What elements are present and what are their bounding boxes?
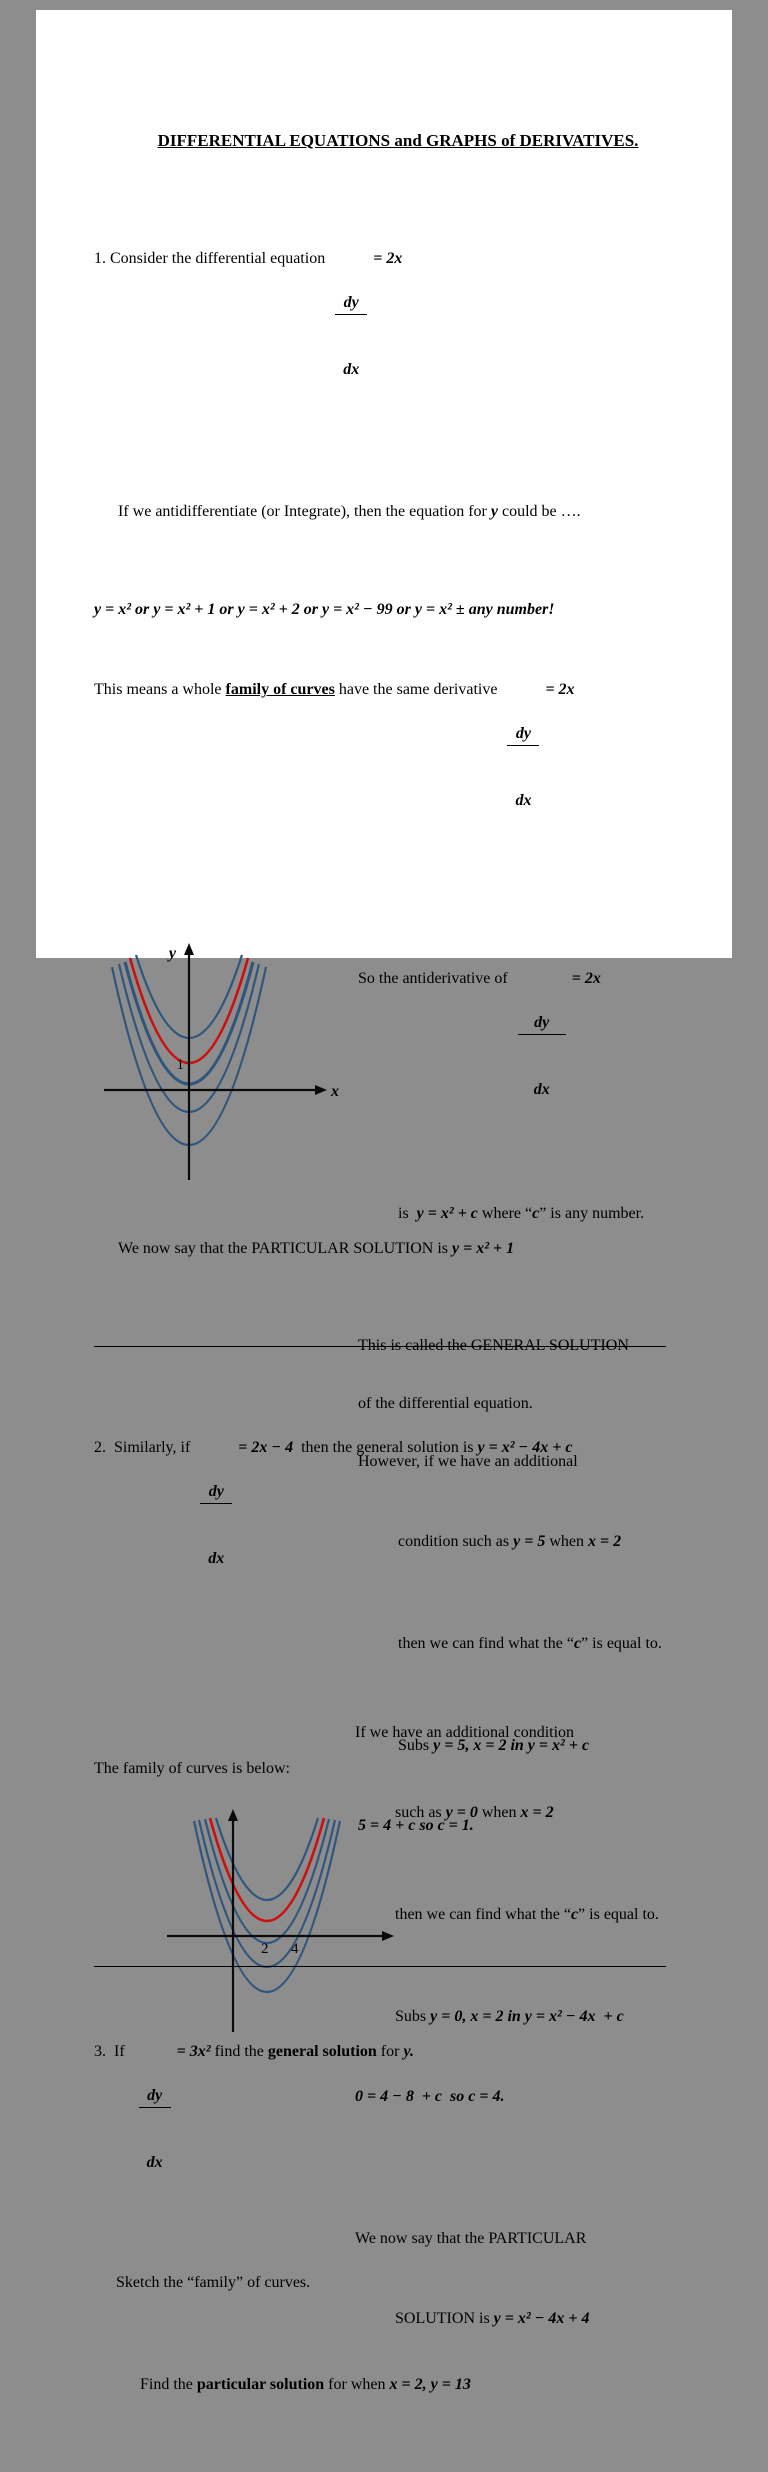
text-run: could be …. — [497, 503, 581, 520]
paragraph-4 — [94, 679, 702, 856]
emphasis-family-of-curves: family of curves — [225, 681, 335, 698]
math-run: = 2x − 4 — [238, 1439, 294, 1456]
fraction-dy-dx — [335, 248, 367, 425]
y-axis-label: y — [168, 945, 176, 962]
emphasis-particular-solution: particular solution — [196, 2376, 325, 2393]
math-run: c — [570, 1906, 579, 1923]
fraction-denominator: dx — [515, 792, 532, 809]
text-run: SOLUTION is — [395, 2310, 494, 2327]
paragraph-2 — [94, 479, 702, 545]
text-run: where “ — [477, 1205, 533, 1222]
text-run: If we antidifferentiate (or Integrate), then the equation for — [118, 503, 491, 520]
fraction-numerator: dy — [518, 1012, 566, 1035]
spacer — [358, 1283, 702, 1299]
result-line: 0 = 4 − 8 + c so c = 4. — [355, 2088, 505, 2105]
tick-label-4: 4 — [291, 1941, 299, 1957]
text-line: of the differential equation. — [358, 1395, 533, 1412]
text-run: 1. Consider the differential equation — [94, 250, 330, 267]
text-run: find the — [210, 2043, 268, 2060]
text-run: 2. Similarly, if — [94, 1439, 195, 1456]
math-run: x = 2 — [520, 1804, 554, 1821]
graph-family-of-curves-1 — [94, 940, 344, 1186]
text-run: This means a whole — [94, 681, 226, 698]
fraction-denominator: dx — [343, 361, 360, 378]
x-axis-arrow — [315, 1085, 327, 1095]
fraction-dy-dx — [518, 968, 566, 1145]
fraction-numerator: dy — [335, 292, 367, 315]
text-run: then we can find what the “ — [398, 1635, 574, 1652]
math-run: y — [490, 503, 498, 520]
math-run: x = 2 — [587, 1533, 622, 1550]
math-run: = 2x — [545, 681, 575, 698]
text-run: have the same derivative — [334, 681, 502, 698]
text-run: ” is equal to. — [581, 1635, 662, 1652]
text-run: when — [545, 1533, 588, 1550]
text-run: Subs — [395, 2008, 431, 2025]
page-content — [36, 10, 732, 2472]
x-axis-label: x — [331, 1083, 339, 1100]
figure-2-text-column — [355, 1686, 699, 2388]
text-run: then we can find what the “ — [395, 1906, 571, 1923]
math-run: = 2x — [373, 250, 403, 267]
y-axis-arrow — [184, 943, 194, 955]
text-run: Find the — [140, 2376, 197, 2393]
text-run — [94, 679, 501, 701]
math-run: y = 0, x = 2 in y = x² − 4x + c — [430, 2008, 624, 2025]
text-run: Subs — [398, 1737, 434, 1754]
text-run: then the general solution is — [293, 1439, 478, 1456]
text-line — [358, 1611, 702, 1677]
text-run: ” is any number. — [539, 1205, 645, 1222]
fraction-denominator: dx — [208, 1550, 225, 1567]
document-page — [36, 10, 732, 2393]
math-run: y = x² + c — [416, 1205, 478, 1222]
text-line: However, if we have an additional — [358, 1453, 578, 1470]
paragraph-1 — [94, 248, 702, 425]
y-axis-arrow — [228, 1809, 238, 1821]
fraction-dy-dx — [200, 1437, 232, 1614]
family-caption: The family of curves is below: — [94, 1760, 290, 1777]
spacer — [355, 2144, 699, 2192]
math-run: c — [573, 1635, 582, 1652]
fraction-denominator: dx — [533, 1081, 550, 1098]
text-run: for — [376, 2043, 404, 2060]
emphasis-general-solution: general solution — [267, 2043, 377, 2060]
sketch-instruction-line: Sketch the “family” of curves. — [116, 2274, 311, 2291]
text-run: 3. If — [94, 2043, 133, 2060]
text-line — [355, 1780, 699, 1846]
paragraph-3-family-equations: y = x² or y = x² + 1 or y = x² + 2 or y = x² − 99 or y = x² ± any number! — [94, 601, 555, 618]
substitution-line — [355, 1984, 699, 2050]
text-run: So the antiderivative of — [358, 970, 512, 987]
math-run: y = x² + 1 — [452, 1240, 515, 1257]
parabola-curve-top — [216, 1818, 318, 1900]
text-line — [355, 1882, 699, 1948]
fraction-numerator: dy — [200, 1481, 232, 1504]
text-line: If we have an additional condition — [355, 1724, 575, 1741]
tick-label-2: 2 — [261, 1941, 269, 1957]
text-run: ” is equal to. — [578, 1906, 659, 1923]
text-run: when — [477, 1804, 521, 1821]
parabola-curve-red — [210, 1818, 324, 1921]
math-run: y = 5 — [513, 1533, 546, 1550]
tick-label-1: 1 — [176, 1057, 184, 1073]
text-run: condition such as — [398, 1533, 514, 1550]
math-run: y = 5, x = 2 in y = x² + c — [433, 1737, 590, 1754]
text-run: such as — [395, 1804, 446, 1821]
text-run: is — [398, 1205, 417, 1222]
page-title: DIFFERENTIAL EQUATIONS and GRAPHS of DERIVATIVES. — [157, 131, 639, 150]
math-run: y = x² − 4x + 4 — [493, 2310, 590, 2327]
particular-solution-2-line-2 — [355, 2286, 699, 2352]
math-run: = 2x — [571, 970, 601, 987]
text-run: We now say that the PARTICULAR SOLUTION is — [118, 1240, 453, 1257]
divider-line — [94, 1966, 666, 1967]
math-run: = 3x² — [176, 2043, 211, 2060]
text-line: This is called the GENERAL SOLUTION — [358, 1337, 629, 1354]
math-run: y = 0 — [445, 1804, 478, 1821]
text-run: for when — [324, 2376, 390, 2393]
result-line: 5 = 4 + c so c = 1. — [358, 1817, 474, 1834]
particular-solution-2-line-1: We now say that the PARTICULAR — [355, 2230, 587, 2247]
math-run: x = 2, y = 13 — [389, 2376, 471, 2393]
math-run: c — [532, 1205, 540, 1222]
text-line — [358, 1509, 702, 1575]
math-run: y = x² − 4x + c — [477, 1439, 573, 1456]
math-run: y. — [403, 2043, 414, 2060]
fraction-denominator: dx — [146, 2154, 163, 2171]
fraction-numerator: dy — [507, 723, 539, 746]
general-solution-line — [358, 1181, 702, 1247]
fraction-numerator: dy — [139, 2085, 171, 2108]
fraction-dy-dx — [507, 679, 539, 856]
antiderivative-line — [358, 968, 702, 1145]
